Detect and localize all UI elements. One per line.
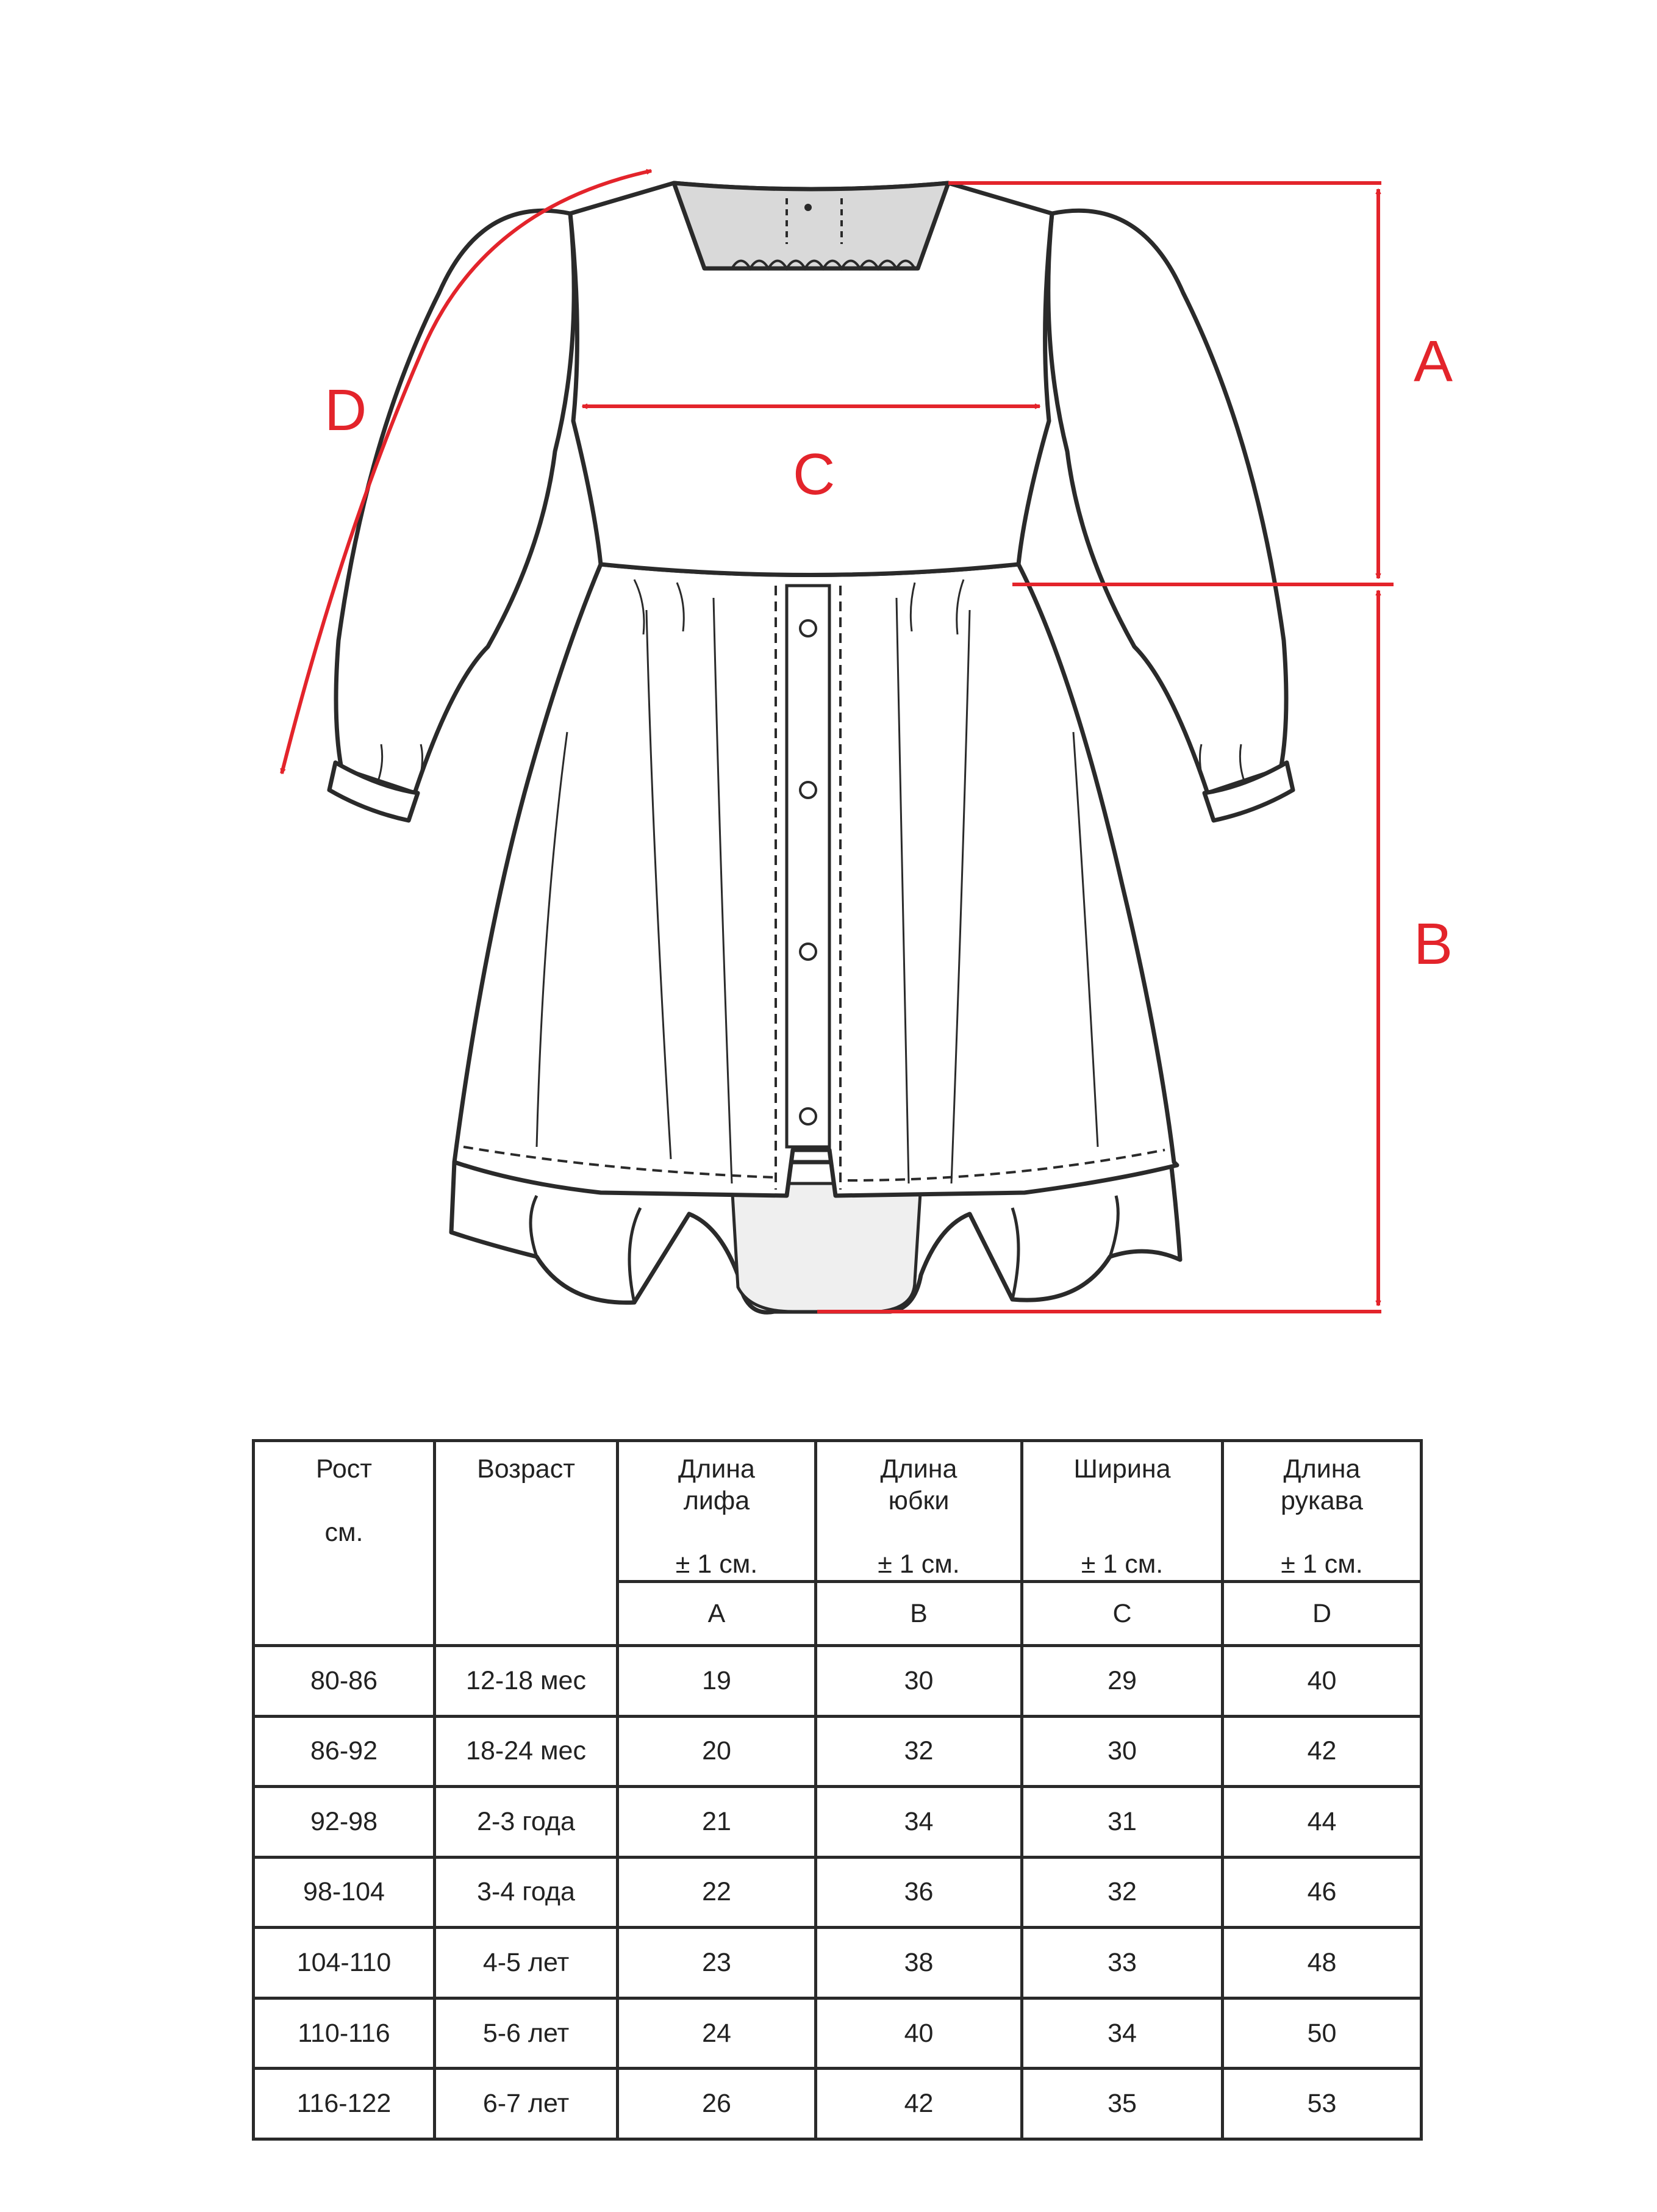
cell-age: 4-5 лет <box>435 1928 618 1998</box>
cell-age: 12-18 мес <box>435 1646 618 1717</box>
dim-label-b: B <box>1414 911 1453 977</box>
cell-sleeve-length: 46 <box>1223 1857 1422 1928</box>
size-chart-table <box>252 1439 1423 2141</box>
table-row <box>254 1716 1422 1787</box>
header-age: Возраст <box>435 1441 618 1646</box>
cell-bodice-length: 24 <box>618 1998 816 2069</box>
table-row <box>254 1857 1422 1928</box>
dim-label-d: D <box>324 378 367 443</box>
cell-width: 31 <box>1022 1787 1223 1858</box>
cell-age: 3-4 года <box>435 1857 618 1928</box>
cell-age: 2-3 года <box>435 1787 618 1858</box>
cell-width: 35 <box>1022 2069 1223 2139</box>
header-bodice-length: Длина лифа ± 1 см. <box>618 1441 816 1582</box>
cell-height: 80-86 <box>254 1646 435 1717</box>
cell-height: 104-110 <box>254 1928 435 1998</box>
cell-bodice-length: 20 <box>618 1716 816 1787</box>
cell-age: 18-24 мес <box>435 1716 618 1787</box>
cell-sleeve-length: 40 <box>1223 1646 1422 1717</box>
cell-sleeve-length: 48 <box>1223 1928 1422 1998</box>
table-row <box>254 1998 1422 2069</box>
neck-yoke <box>674 183 948 268</box>
header-letter-a: A <box>618 1582 816 1646</box>
cell-height: 86-92 <box>254 1716 435 1787</box>
cell-height: 110-116 <box>254 1998 435 2069</box>
skirt <box>454 564 1177 1196</box>
header-skirt-length: Длина юбки ± 1 см. <box>816 1441 1022 1582</box>
header-height: Рост см. <box>254 1441 435 1646</box>
cell-height: 92-98 <box>254 1787 435 1858</box>
cell-bodice-length: 26 <box>618 2069 816 2139</box>
lining <box>806 205 811 210</box>
cell-sleeve-length: 44 <box>1223 1787 1422 1858</box>
header-letter-c: C <box>1022 1582 1223 1646</box>
cell-skirt-length: 32 <box>816 1716 1022 1787</box>
cell-bodice-length: 19 <box>618 1646 816 1717</box>
dim-label-c: C <box>793 442 836 507</box>
center-underlayer <box>732 1183 921 1312</box>
cell-sleeve-length: 50 <box>1223 1998 1422 2069</box>
cell-skirt-length: 36 <box>816 1857 1022 1928</box>
table-row <box>254 2069 1422 2139</box>
header-sleeve-length: Длина рукава ± 1 см. <box>1223 1441 1422 1582</box>
header-width: Ширина ± 1 см. <box>1022 1441 1223 1582</box>
header-letter-d: D <box>1223 1582 1422 1646</box>
table-row <box>254 1646 1422 1717</box>
cell-age: 5-6 лет <box>435 1998 618 2069</box>
dim-label-a: A <box>1414 329 1453 394</box>
table-body <box>254 1646 1422 2139</box>
cell-height: 116-122 <box>254 2069 435 2139</box>
cell-bodice-length: 22 <box>618 1857 816 1928</box>
table-row <box>254 1928 1422 1998</box>
cell-skirt-length: 42 <box>816 2069 1022 2139</box>
cell-skirt-length: 34 <box>816 1787 1022 1858</box>
cell-width: 29 <box>1022 1646 1223 1717</box>
header-row <box>254 1441 1422 1582</box>
right-sleeve <box>1048 210 1286 793</box>
table-row <box>254 1787 1422 1858</box>
cell-skirt-length: 40 <box>816 1998 1022 2069</box>
cell-sleeve-length: 42 <box>1223 1716 1422 1787</box>
cell-skirt-length: 30 <box>816 1646 1022 1717</box>
cell-width: 34 <box>1022 1998 1223 2069</box>
cell-height: 98-104 <box>254 1857 435 1928</box>
cell-bodice-length: 21 <box>618 1787 816 1858</box>
cell-age: 6-7 лет <box>435 2069 618 2139</box>
cell-width: 32 <box>1022 1857 1223 1928</box>
cell-bodice-length: 23 <box>618 1928 816 1998</box>
cell-width: 30 <box>1022 1716 1223 1787</box>
cell-sleeve-length: 53 <box>1223 2069 1422 2139</box>
cell-skirt-length: 38 <box>816 1928 1022 1998</box>
dress-outline <box>329 183 1293 1312</box>
cell-width: 33 <box>1022 1928 1223 1998</box>
header-letter-b: B <box>816 1582 1022 1646</box>
left-sleeve <box>336 210 574 793</box>
